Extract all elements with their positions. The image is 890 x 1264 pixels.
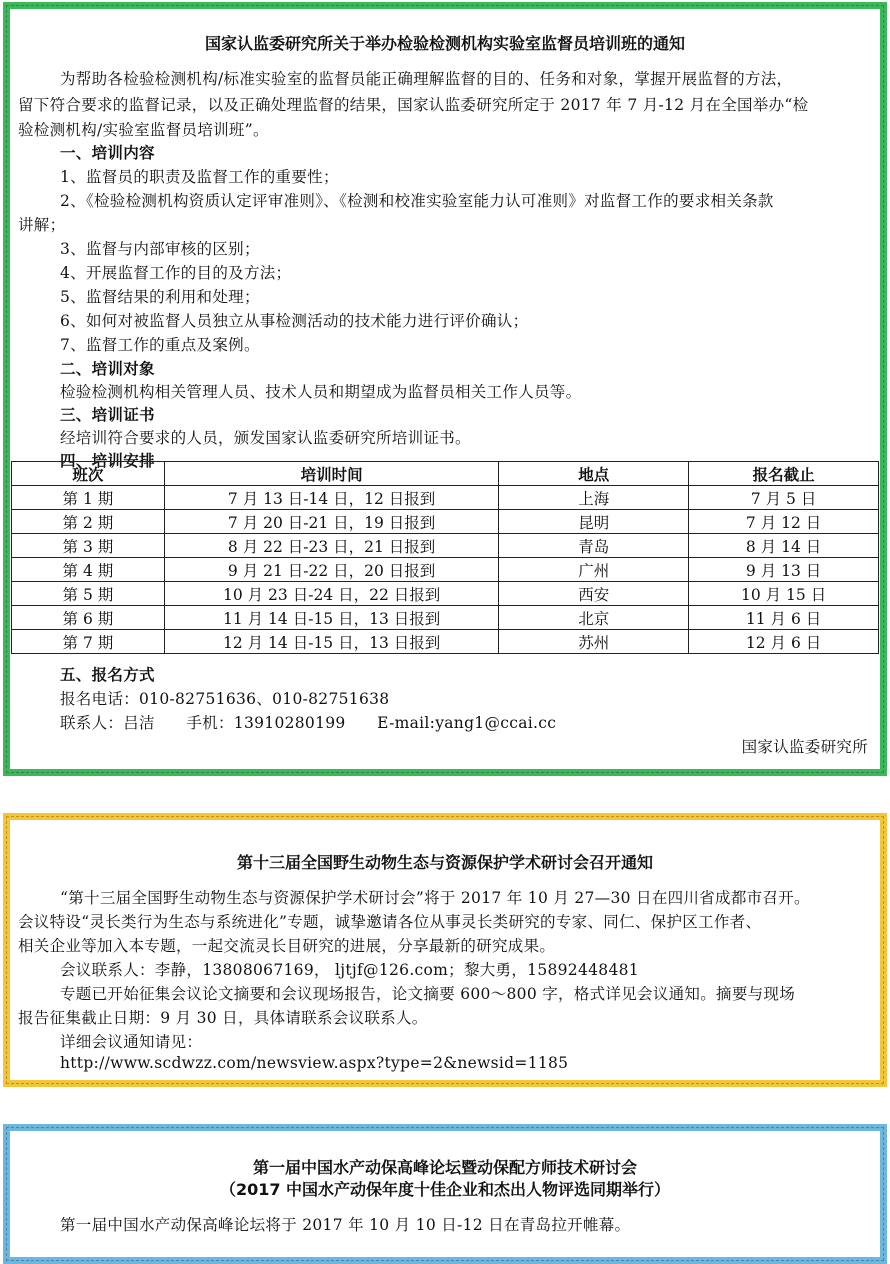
location-cell: 苏州 (499, 630, 689, 654)
col-header-time: 培训时间 (164, 462, 499, 486)
section-heading-audience: 二、培训对象 (60, 360, 155, 378)
registration-contact: 联系人：吕洁 手机：13910280199 E-mail:yang1@ccai.cc (60, 714, 557, 732)
deadline-cell: 11 月 6 日 (689, 606, 879, 630)
signature: 国家认监委研究所 (741, 738, 868, 756)
table-row (12, 510, 879, 534)
time-cell: 7 月 20 日-21 日，19 日报到 (164, 510, 499, 534)
session-cell: 第 5 期 (12, 582, 165, 606)
table-row (12, 582, 879, 606)
table-row (12, 534, 879, 558)
content-item: 6、如何对被监督人员独立从事检测活动的技术能力进行评价确认； (60, 312, 529, 330)
time-cell: 8 月 22 日-23 日，21 日报到 (164, 534, 499, 558)
deadline-cell: 7 月 12 日 (689, 510, 879, 534)
deadline-cell: 8 月 14 日 (689, 534, 879, 558)
conference-line: 专题已开始征集会议论文摘要和会议现场报告，论文摘要 600～800 字，格式详见会议通知。摘要与现场 (60, 985, 796, 1003)
conference-line: “第十三届全国野生动物生态与资源保护学术研讨会”将于 2017 年 10 月 27—30 日在四川省成都市召开。 (60, 889, 810, 907)
forum-title: 第一届中国水产动保高峰论坛暨动保配方师技术研讨会 (252, 1158, 637, 1177)
content-item: 4、开展监督工作的目的及方法； (60, 264, 292, 282)
session-cell: 第 1 期 (12, 486, 165, 510)
session-cell: 第 4 期 (12, 558, 165, 582)
section-heading-certificate: 三、培训证书 (60, 406, 155, 424)
forum-subtitle: （2017 中国水产动保年度十佳企业和杰出人物评选同期举行） (219, 1180, 671, 1199)
intro-line-1: 为帮助各检验检测机构/标准实验室的监督员能正确理解监督的目的、任务和对象，掌握开展监督的方法， (60, 70, 793, 88)
intro-line-3: 验检测机构/实验室监督员培训班”。 (18, 121, 269, 139)
audience-text: 检验检测机构相关管理人员、技术人员和期望成为监督员相关工作人员等。 (60, 383, 582, 401)
location-cell: 青岛 (499, 534, 689, 558)
training-notice-title: 国家认监委研究所关于举办检验检测机构实验室监督员培训班的通知 (204, 34, 685, 53)
forum-text: 第一届中国水产动保高峰论坛将于 2017 年 10 月 10 日-12 日在青岛拉开帷幕。 (60, 1216, 631, 1234)
conference-line: 相关企业等加入本专题，一起交流灵长目研究的进展，分享最新的研究成果。 (18, 937, 556, 955)
aquaculture-forum-box (3, 1124, 887, 1264)
content-item: 5、监督结果的利用和处理； (60, 288, 260, 306)
location-cell: 上海 (499, 486, 689, 510)
deadline-cell: 10 月 15 日 (689, 582, 879, 606)
section-heading-schedule: 四、培训安排 (60, 452, 155, 470)
training-notice-box (3, 2, 887, 776)
section-heading-content: 一、培训内容 (60, 144, 155, 162)
col-header-deadline: 报名截止 (689, 462, 879, 486)
location-cell: 西安 (499, 582, 689, 606)
certificate-text: 经培训符合要求的人员，颁发国家认监委研究所培训证书。 (60, 429, 471, 447)
location-cell: 北京 (499, 606, 689, 630)
conference-line: 会议特设“灵长类行为生态与系统进化”专题，诚挚邀请各位从事灵长类研究的专家、同仁、保护区工作者、 (18, 913, 762, 931)
table-row (12, 486, 879, 510)
content-item: 2、《检验检测机构资质认定评审准则》、《检测和校准实验室能力认可准则》对监督工作的要求相关条款 (60, 192, 774, 210)
table-row (12, 558, 879, 582)
registration-phone: 报名电话：010-82751636、010-82751638 (60, 690, 390, 708)
content-item: 7、监督工作的重点及案例。 (60, 336, 260, 354)
location-cell: 昆明 (499, 510, 689, 534)
session-cell: 第 7 期 (12, 630, 165, 654)
wildlife-conference-box (3, 813, 887, 1087)
schedule-table (11, 461, 879, 654)
intro-line-2: 留下符合要求的监督记录，以及正确处理监督的结果，国家认监委研究所定于 2017 年 7 月-12 月在全国举办“检 (18, 96, 809, 114)
conference-line: 报告征集截止日期：9 月 30 日，具体请联系会议联系人。 (18, 1009, 428, 1027)
table-header-row (12, 462, 879, 486)
table-row (12, 606, 879, 630)
content-item: 讲解； (18, 216, 66, 234)
wildlife-conference-title: 第十三届全国野生动物生态与资源保护学术研讨会召开通知 (236, 853, 653, 872)
time-cell: 10 月 23 日-24 日，22 日报到 (164, 582, 499, 606)
deadline-cell: 12 月 6 日 (689, 630, 879, 654)
conference-line: 详细会议通知请见： (60, 1033, 203, 1051)
deadline-cell: 7 月 5 日 (689, 486, 879, 510)
session-cell: 第 6 期 (12, 606, 165, 630)
section-heading-registration: 五、报名方式 (60, 666, 155, 684)
deadline-cell: 9 月 13 日 (689, 558, 879, 582)
col-header-session: 班次 (12, 462, 165, 486)
time-cell: 7 月 13 日-14 日，12 日报到 (164, 486, 499, 510)
content-item: 1、监督员的职责及监督工作的重要性； (60, 168, 339, 186)
content-item: 3、监督与内部审核的区别； (60, 240, 260, 258)
time-cell: 9 月 21 日-22 日，20 日报到 (164, 558, 499, 582)
col-header-location: 地点 (499, 462, 689, 486)
time-cell: 11 月 14 日-15 日，13 日报到 (164, 606, 499, 630)
conference-url-link[interactable]: http://www.scdwzz.com/newsview.aspx?type=2&newsid=1185 (60, 1054, 569, 1072)
session-cell: 第 3 期 (12, 534, 165, 558)
conference-contact: 会议联系人：李静，13808067169， ljtjf@126.com；黎大勇，15892448481 (60, 961, 639, 979)
location-cell: 广州 (499, 558, 689, 582)
session-cell: 第 2 期 (12, 510, 165, 534)
table-row (12, 630, 879, 654)
time-cell: 12 月 14 日-15 日，13 日报到 (164, 630, 499, 654)
